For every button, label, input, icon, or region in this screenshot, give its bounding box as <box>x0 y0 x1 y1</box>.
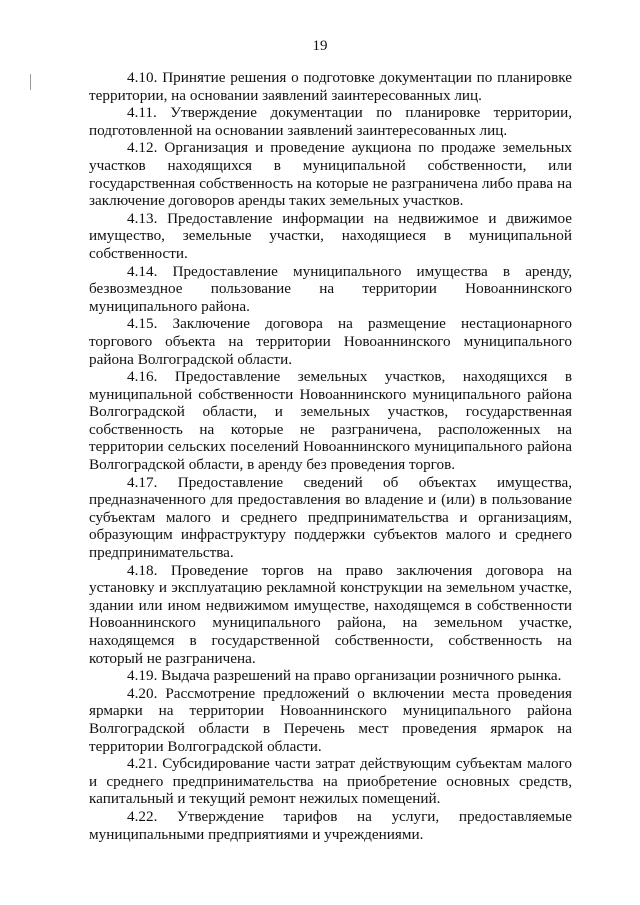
paragraph-number: 4.11. <box>127 104 157 122</box>
paragraph-number: 4.12. <box>127 139 158 157</box>
paragraph-number: 4.16. <box>127 368 158 386</box>
paragraph-text: Предоставление муниципального имущества в аренду, безвозмездное пользование на территории Новоаннинского муниципального района. <box>89 262 572 315</box>
document-body <box>89 69 572 843</box>
paragraph-4-21 <box>89 755 572 808</box>
paragraph-4-22 <box>89 808 572 843</box>
paragraph-number: 4.22. <box>127 807 158 825</box>
paragraph-4-11 <box>89 104 572 139</box>
paragraph-number: 4.17. <box>127 473 158 491</box>
paragraph-text: Организация и проведение аукциона по продаже земельных участков находящихся в муниципальной собственности, или государственная собственность на которые не разграничена либо права на заключение договоров аренды таких земельных участков. <box>89 139 572 210</box>
paragraph-number: 4.19. <box>127 667 158 685</box>
paragraph-4-16 <box>89 368 572 474</box>
paragraph-4-13 <box>89 210 572 263</box>
paragraph-text: Рассмотрение предложений о включении места проведения ярмарки на территории Новоаннинского муниципального района Волгоградской области в Перечень мест проведения ярмарок на территории Волгоградской области. <box>89 684 573 755</box>
paragraph-4-19 <box>89 667 572 685</box>
paragraph-text: Предоставление информации на недвижимое и движимое имущество, земельные участки, находящиеся в муниципальной собственности. <box>89 209 572 262</box>
paragraph-text: Утверждение документации по планировке территории, подготовленной на основании заявлений заинтересованных лиц. <box>89 104 573 139</box>
paragraph-text: Выдача разрешений на право организации розничного рынка. <box>161 667 562 685</box>
paragraph-4-12 <box>89 139 572 209</box>
paragraph-text: Предоставление сведений об объектах имущества, предназначенного для предоставления во владение и (или) в пользование субъектам малого и среднего предпринимательства и организациям, образующим инфраструктуру поддержки субъектов малого и среднего предпринимательства. <box>89 473 572 562</box>
page-number: 19 <box>312 38 328 54</box>
paragraph-number: 4.10. <box>127 69 158 86</box>
paragraph-number: 4.21. <box>127 755 158 773</box>
paragraph-number: 4.15. <box>127 315 158 333</box>
paragraph-text: Субсидирование части затрат действующим субъектам малого и среднего предпринимательства на приобретение основных средств, капитальный и текущий ремонт нежилых помещений. <box>89 755 573 808</box>
paragraph-number: 4.14. <box>127 262 158 280</box>
paragraph-number: 4.13. <box>127 209 158 227</box>
paragraph-text: Заключение договора на размещение нестационарного торгового объекта на территории Новоаннинского муниципального района Волгоградской области. <box>89 315 572 368</box>
paragraph-text: Принятие решения о подготовке документации по планировке территории, на основании заявлений заинтересованных лиц. <box>89 69 572 104</box>
paragraph-text: Утверждение тарифов на услуги, предоставляемые муниципальными предприятиями и учреждениями. <box>89 807 572 843</box>
paragraph-number: 4.20. <box>127 684 158 702</box>
margin-mark <box>30 74 31 90</box>
paragraph-4-17 <box>89 474 572 562</box>
paragraph-4-10 <box>89 69 572 104</box>
paragraph-text: Предоставление земельных участков, находящихся в муниципальной собственности Новоаннинского муниципального района Волгоградской области, и земельных участков, государственная собственность на которые не разграничена, расположенных на территории сельских поселений Новоаннинского муниципального района Волгоградской области, в аренду без проведения торгов. <box>89 368 572 474</box>
paragraph-number: 4.18. <box>127 561 158 579</box>
paragraph-4-15 <box>89 315 572 368</box>
paragraph-4-20 <box>89 685 572 755</box>
paragraph-text: Проведение торгов на право заключения договора на установку и эксплуатацию рекламной конструкции на земельном участке, здании или ином недвижимом имуществе, находящемся в собственности Новоаннинского муниципального района, на земельном участке, находящемся в государственной собственности, собственность на который не разграничена. <box>89 561 572 667</box>
paragraph-4-18 <box>89 562 572 668</box>
paragraph-4-14 <box>89 263 572 316</box>
